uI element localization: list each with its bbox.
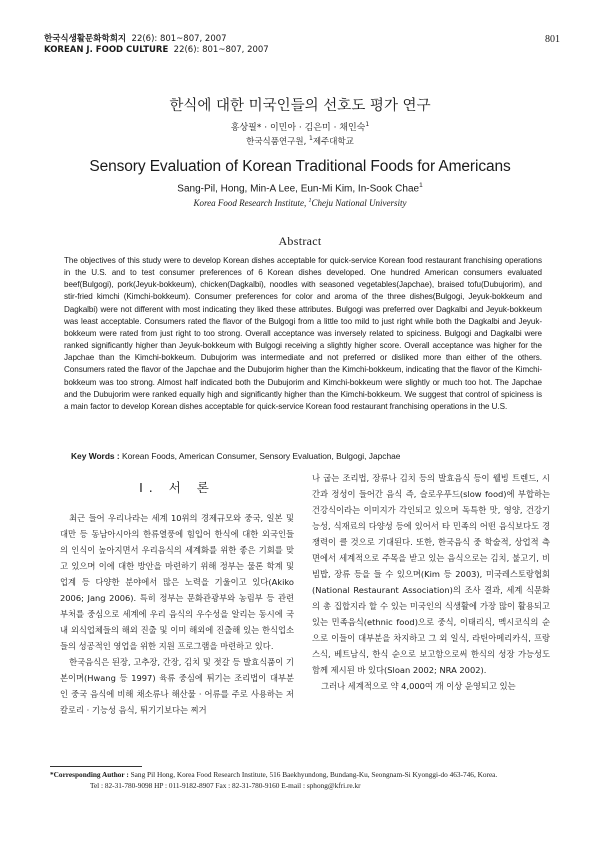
footnote-label: *Corresponding Author : [50,770,129,779]
paragraph: 나 굽는 조리법, 장류나 김치 등의 발효음식 등이 웰빙 트렌드, 시간과 정성이 들어간 음식 즉, 슬로우푸드(slow food)에 부합하는 건강식이라는 이미지가 각인되고 있으며 독특한 맛, 영양, 건강기능성, 식재료의 다양성 등에 있어서 타 민족의 어떤 음식보다도 경쟁력이 클 것으로 기대된다. 또한, 한국음식 중 학술적, 상업적 측면에서 세계적으로 주목을 받고 있는 음식으로는 김치, 불고기, 비빔밥, 장류 등을 들 수 있으며(Kim 등 2003), 미국레스토랑협회(National Restaurant Association)의 조사 결과, 세계 식문화의 총 집합지라 할 수 있는 미국인의 식생활에 가장 많이 활용되고 있는 민족음식(ethnic food)으로 중식, 이태리식, 멕시코식의 순으로 이들이 대부분을 차지하고 그 외 일식, 라틴아메리카식, 프랑스식, 베트남식, 한식 순으로 보고함으로써 한식의 성장 가능성도 함께 제시된 바 있다(Sloan 2002; NRA 2002). [312,473,550,675]
title-korean: 한식에 대한 미국인들의 선호도 평가 연구 [169,98,431,114]
affiliation-english-2: Cheju National University [311,198,407,208]
body-column-left [60,510,294,718]
affiliation-korean [0,135,600,147]
journal-issue-en: 22(6): 801~807, 2007 [173,45,269,55]
affiliation-english [0,198,600,208]
corresponding-author-footnote [50,770,560,791]
affiliation-english-sup: 1 [308,198,312,204]
journal-header [44,34,269,56]
abstract-heading: Abstract [278,234,322,248]
journal-name-en: KOREAN J. FOOD CULTURE [44,45,169,55]
body-column-right [312,470,550,694]
keywords-list: Korean Foods, American Consumer, Sensory Evaluation, Bulgogi, Japchae [119,451,401,461]
journal-header-en [44,45,269,56]
authors-korean-text: 홍상필* · 이민아 · 김은미 · 채인숙 [230,123,366,133]
authors-korean-sup: 1 [365,121,370,128]
keywords [71,451,541,461]
paragraph: 최근 들어 우리나라는 세계 10위의 경제규모와 중국, 일본 및 대만 등 동남아시아의 한류열풍에 힘입어 한식에 대한 외국인들의 인식이 높아지면서 우리음식의 세계화를 위한 좋은 기회를 맞고 있으며 이에 대한 방안을 마련하기 위해 정부는 물론 학계 및 업계 등 다양한 분야에서 많은 노력을 기울이고 있다(Akiko 2006; Jang 2006). 특히 정부는 문화관광부와 농림부 등 관련 부처를 중심으로 세계에 우리 음식의 우수성을 알리는 동시에 국내 외식업체들의 해외 진출 및 이미 해외에 진출해 있는 한식업소들의 성공적인 영업을 위한 지원 프로그램을 마련하고 있다. [60,513,294,651]
authors-english-sup: 1 [419,182,423,189]
journal-name-ko: 한국식생활문화학회지 [44,34,127,44]
section-heading-introduction: Ⅰ. 서 론 [139,480,215,495]
keywords-label: Key Words : [71,451,120,461]
journal-issue-ko: 22(6): 801~807, 2007 [131,34,227,44]
authors-english [0,182,600,194]
footnote-author-line [50,770,560,781]
page-number: 801 [545,34,560,45]
affiliation-korean-1: 한국식품연구원, [246,137,309,147]
footnote-contact: Tel : 82-31-780-9098 HP : 011-9182-8907 Fax : 82-31-780-9160 E-mail : sphong@kfri.re.kr [90,780,361,790]
journal-header-ko [44,34,269,45]
abstract-text: The objectives of this study were to develop Korean dishes acceptable for quick-service Korean food restaurant franchising operations in the U.S. and to test consumer preferences of 6 Korean dishes developed. One hundred American consumers evaluated beef(Bulgogi), pork(Jeyuk-bokkeum), chicken(Dagkalbi), noodles with seasoned vegetables(Japchae), braised tofu(Dubujorim), and stir-fried kimchi (Kimchi-bokkeum). Consumer preferences for color and aroma of the three dishes(Bulgogi, Jeyuk-bokkeum and Dagkalbi) were not different with most indicating they liked these attributes. Bulgogi was preferred over Dagkalbi and Jeyuk-bokkeum was least acceptable. Consumers rated the flavor of the Bulgogi from a little too mild to just right while both the Dagkalbi and Jeyuk-bokkeum were rated from just right to too strong. Overall acceptance was inversely related to spiciness. Bulgogi and Dagkalbi were ranked significantly higher than Jeyuk-bokkeum with Bulgogi receiving a slightly higher score. Overall acceptance was higher for the Japchae than the Kimchi-bokkeum. Dubujorim was intermediate and not preferred or disliked more than either of the others. Consumers rated the flavor of the Japchae and the Dubujorim higher than the Kimchi-bokkeum, indicating that the flavor of the Kimchi-bokkeum was too strong. Almost half indicated both the Dubujorim and Kimchi-bokkeum were slightly or much too hot. The Japchae and the Dubujorim were ranked equally high and significantly higher than the Kimchi-bokkeum. We suggest that control of spiciness is a main factor to develop Korean dishes acceptable for quick-service Korean food restaurant franchising operations in the U.S. [64,256,542,411]
affiliation-english-1: Korea Food Research Institute, [193,198,309,208]
title-english: Sensory Evaluation of Korean Traditional Foods for Americans [89,158,511,175]
paragraph: 한국음식은 된장, 고추장, 간장, 김치 및 젓갈 등 발효식품이 기본이며(Hwang 등 1997) 육류 중심에 튀기는 조리법이 대부분인 중국 음식에 비해 채소류나 해산물 · 어류를 주로 사용하는 저칼로리 · 기능성 음식, 튀기기보다는 찌거 [60,657,294,715]
affiliation-korean-2: 제주대학교 [312,137,354,147]
footnote-author: Sang Pil Hong, Korea Food Research Institute, 516 Baekhyundong, Bundang-Ku, Seongnam-Si Kyonggi-do 463-746, Korea. [128,770,498,779]
footnote-divider [50,766,142,767]
authors-korean [0,120,600,133]
authors-english-text: Sang-Pil, Hong, Min-A Lee, Eun-Mi Kim, In-Sook Chae [177,183,420,195]
affiliation-korean-sup: 1 [309,135,313,143]
paragraph: 그러나 세계적으로 약 4,000여 개 이상 운영되고 있는 [321,681,516,691]
